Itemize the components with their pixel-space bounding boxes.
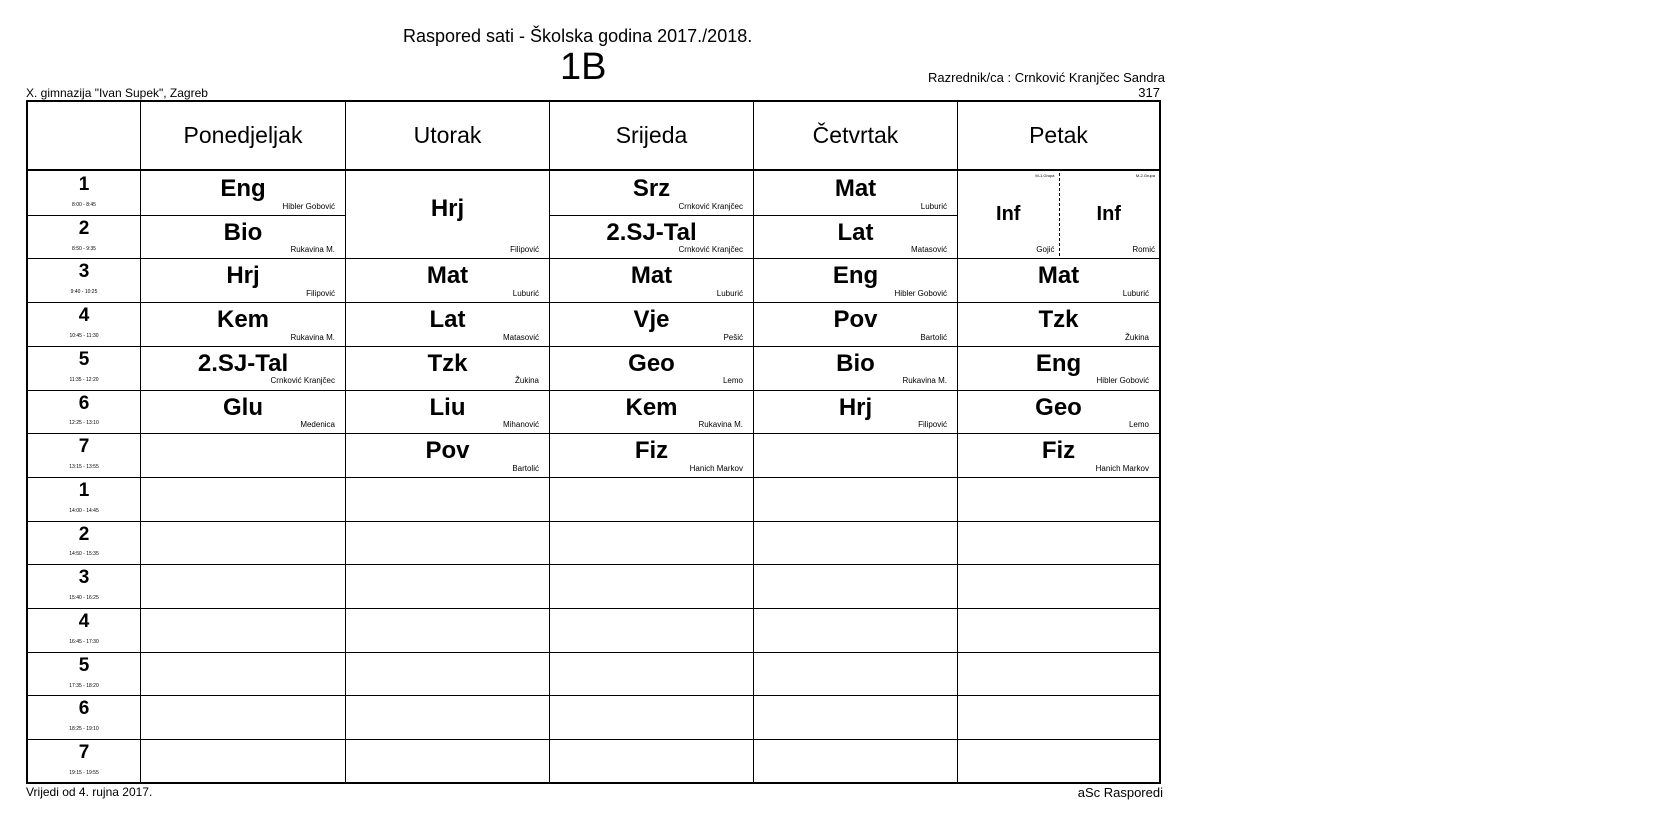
day-header-monday: Ponedjeljak: [183, 122, 303, 148]
row-line: [346, 652, 549, 653]
lesson-teacher: Bartolić: [920, 332, 947, 342]
day-header-wednesday: Srijeda: [615, 122, 688, 148]
lesson-subject: Srz: [632, 175, 671, 202]
row-line: [141, 564, 345, 565]
lesson-teacher: Hanich Markov: [689, 463, 743, 473]
period-time: 15:40 - 16:25: [69, 595, 99, 602]
lesson-teacher: Crnković Kranjčec: [678, 201, 743, 211]
lesson-cell: [754, 346, 957, 390]
timetable-grid: [26, 100, 1161, 784]
lesson-cell: [550, 390, 753, 434]
row-line: [550, 564, 753, 565]
lesson-teacher: Luburić: [512, 289, 539, 299]
period-time: 18:25 - 19:10: [69, 726, 99, 733]
period-number: 3: [78, 261, 90, 283]
row-line: [754, 433, 957, 434]
lesson-subject: Liu: [429, 393, 466, 421]
lesson-teacher: Mihanović: [502, 420, 539, 430]
lesson-cell: [550, 433, 753, 477]
lesson-subject: Fiz: [1041, 437, 1076, 465]
period-time: 19:15 - 19:55: [69, 769, 99, 776]
period-label: [28, 171, 140, 215]
lesson-subject: Pov: [833, 306, 878, 334]
period-label: [28, 652, 140, 696]
lesson-subject: Lat: [837, 218, 874, 246]
row-line: [958, 521, 1159, 522]
row-line: [958, 608, 1159, 609]
lesson-subject: 2.SJ-Tal: [606, 218, 697, 246]
lesson-teacher: Žukina: [1124, 332, 1149, 342]
lesson-cell: [754, 302, 957, 346]
lesson-cell: [754, 215, 957, 259]
lesson-teacher: Gojić: [1036, 245, 1055, 255]
period-number: 2: [78, 523, 90, 545]
lesson-subject: Hrj: [838, 393, 873, 421]
group-label: M-2.Grupa: [1135, 173, 1155, 178]
lesson-cell: [141, 302, 345, 346]
lesson-subject: Tzk: [1038, 306, 1079, 334]
lesson-cell: [141, 390, 345, 434]
row-line: [141, 433, 345, 434]
lesson-cell: [550, 215, 753, 259]
row-line: [754, 608, 957, 609]
row-line: [550, 521, 753, 522]
period-time: 13:15 - 13:55: [69, 464, 99, 471]
row-line: [141, 739, 345, 740]
period-number: 5: [78, 654, 90, 676]
period-time: 11:35 - 12:20: [69, 376, 99, 383]
period-label: [28, 433, 140, 477]
class-name: 1B: [560, 46, 607, 88]
period-label: [28, 258, 140, 302]
lesson-teacher: Medenica: [300, 420, 335, 430]
day-header-friday: Petak: [1029, 122, 1088, 148]
period-time: 14:00 - 14:45: [69, 507, 99, 514]
period-label: [28, 477, 140, 521]
lesson-teacher: Matasović: [910, 245, 947, 255]
lesson-cell: [754, 171, 957, 215]
lesson-cell: [550, 302, 753, 346]
row-line: [550, 695, 753, 696]
day-header-thursday: Četvrtak: [812, 122, 899, 148]
lesson-teacher: Filipović: [510, 245, 539, 255]
lesson-teacher: Rukavina M.: [290, 245, 335, 255]
lesson-teacher: Hanich Markov: [1095, 463, 1149, 473]
school-name: X. gimnazija "Ivan Supek", Zagreb: [26, 86, 208, 100]
lesson-teacher: Matasović: [502, 332, 539, 342]
row-line: [754, 695, 957, 696]
row-line: [754, 564, 957, 565]
period-number: 5: [78, 348, 90, 370]
lesson-subject: Lat: [429, 306, 466, 334]
lesson-cell: [346, 390, 549, 434]
lesson-subject: Mat: [630, 262, 673, 290]
lesson-cell: [346, 171, 549, 258]
lesson-subject: Mat: [834, 175, 877, 202]
lesson-subject: Hrj: [430, 195, 465, 222]
software-credit: aSc Rasporedi: [1077, 785, 1163, 800]
lesson-teacher: Lemo: [1128, 420, 1149, 430]
lesson-subject: Eng: [832, 262, 879, 290]
page-title: Raspored sati - Školska godina 2017./2018.: [403, 26, 753, 46]
lesson-teacher: Luburić: [920, 201, 947, 211]
lesson-cell: [958, 433, 1159, 477]
row-line: [754, 652, 957, 653]
day-header-tuesday: Utorak: [413, 122, 482, 148]
row-line: [346, 564, 549, 565]
period-time: 17:35 - 18:20: [69, 682, 99, 689]
row-line: [141, 521, 345, 522]
group-lesson-right: [1059, 171, 1160, 258]
row-line: [754, 477, 957, 478]
lesson-cell: [550, 258, 753, 302]
period-time: 12:25 - 13:10: [69, 420, 99, 427]
lesson-cell: [141, 346, 345, 390]
row-line: [346, 739, 549, 740]
period-time: 14:50 - 15:35: [69, 551, 99, 558]
lesson-teacher: Bartolić: [512, 463, 539, 473]
lesson-teacher: Filipović: [918, 420, 947, 430]
lesson-teacher: Hibler Gobović: [894, 289, 947, 299]
period-number: 7: [78, 742, 90, 764]
period-time: 10:45 - 11:30: [69, 332, 99, 339]
lesson-cell: [958, 390, 1159, 434]
lesson-cell: [550, 346, 753, 390]
lesson-cell: [346, 302, 549, 346]
lesson-subject: 2.SJ-Tal: [197, 349, 289, 377]
lesson-teacher: Lemo: [722, 376, 743, 386]
lesson-teacher: Rukavina M.: [902, 376, 947, 386]
lesson-cell: [958, 302, 1159, 346]
room-number: 317: [1138, 85, 1160, 100]
period-number: 6: [78, 698, 90, 720]
period-label: [28, 346, 140, 390]
lesson-teacher: Rukavina M.: [290, 332, 335, 342]
row-line: [754, 521, 957, 522]
row-line: [754, 739, 957, 740]
lesson-subject: Kem: [216, 306, 270, 334]
period-number: 4: [78, 611, 90, 632]
period-number: 7: [78, 436, 90, 458]
lesson-subject: Inf: [996, 203, 1021, 225]
lesson-teacher: Crnković Kranjčec: [678, 245, 743, 255]
row-line: [346, 608, 549, 609]
row-line: [550, 477, 753, 478]
lesson-cell: [550, 171, 753, 215]
period-time: 8:00 - 8:45: [72, 201, 96, 208]
period-number: 1: [78, 174, 90, 195]
period-label: [28, 739, 140, 783]
lesson-cell: [346, 258, 549, 302]
period-number: 3: [78, 567, 90, 589]
period-number: 1: [78, 479, 90, 501]
lesson-subject: Glu: [223, 393, 263, 421]
row-line: [346, 477, 549, 478]
lesson-cell: [141, 258, 345, 302]
period-label: [28, 521, 140, 565]
lesson-subject: Bio: [223, 218, 263, 246]
lesson-subject: Vje: [633, 306, 670, 334]
lesson-subject: Tzk: [427, 349, 468, 377]
lesson-subject: Pov: [425, 437, 470, 465]
row-line: [958, 652, 1159, 653]
class-teacher: Razrednik/ca : Crnković Kranjčec Sandra: [928, 70, 1165, 85]
row-line: [346, 521, 549, 522]
lesson-cell: [346, 346, 549, 390]
lesson-cell: [958, 346, 1159, 390]
lesson-teacher: Filipović: [306, 289, 335, 299]
row-line: [550, 652, 753, 653]
period-label: [28, 390, 140, 434]
group-lesson-left: [958, 171, 1059, 258]
lesson-cell: [141, 215, 345, 259]
row-line: [958, 477, 1159, 478]
lesson-cell: [958, 258, 1159, 302]
row-line: [958, 564, 1159, 565]
lesson-subject: Mat: [426, 262, 469, 290]
lesson-cell: [754, 258, 957, 302]
period-label: [28, 608, 140, 652]
lesson-teacher: Hibler Gobović: [1096, 376, 1149, 386]
lesson-teacher: Rukavina M.: [698, 420, 743, 430]
period-time: 9:40 - 10:25: [70, 289, 98, 296]
lesson-teacher: Romić: [1132, 245, 1155, 255]
period-time: 8:50 - 9:35: [72, 245, 96, 252]
period-label: [28, 215, 140, 259]
group-label: M-1.Grupa: [1035, 173, 1055, 178]
lesson-subject: Inf: [1096, 203, 1121, 225]
row-line: [346, 695, 549, 696]
period-label: [28, 695, 140, 739]
lesson-subject: Fiz: [634, 437, 669, 465]
lesson-subject: Geo: [1035, 393, 1082, 421]
lesson-teacher: Žukina: [514, 376, 539, 386]
period-label: [28, 302, 140, 346]
row-line: [550, 739, 753, 740]
lesson-teacher: Luburić: [1122, 289, 1149, 299]
valid-from: Vrijedi od 4. rujna 2017.: [26, 785, 153, 799]
split-lesson-cell: [958, 171, 1159, 258]
row-line: [141, 652, 345, 653]
lesson-subject: Mat: [1037, 262, 1080, 290]
lesson-cell: [141, 171, 345, 215]
row-line: [958, 739, 1159, 740]
lesson-teacher: Luburić: [716, 289, 743, 299]
row-line: [141, 477, 345, 478]
row-line: [550, 608, 753, 609]
lesson-teacher: Hibler Gobović: [282, 201, 335, 211]
lesson-teacher: Crnković Kranjčec: [270, 376, 335, 386]
lesson-cell: [346, 433, 549, 477]
row-line: [958, 695, 1159, 696]
period-number: 4: [78, 305, 90, 327]
row-line: [141, 695, 345, 696]
period-number: 6: [78, 392, 90, 414]
lesson-subject: Hrj: [226, 262, 260, 290]
period-time: 16:45 - 17:30: [69, 638, 99, 645]
lesson-subject: Eng: [1035, 349, 1082, 377]
row-line: [141, 608, 345, 609]
lesson-subject: Geo: [628, 349, 675, 377]
lesson-subject: Eng: [220, 175, 266, 202]
lesson-cell: [754, 390, 957, 434]
lesson-subject: Bio: [836, 349, 875, 377]
period-label: [28, 564, 140, 608]
lesson-teacher: Pešić: [723, 332, 743, 342]
lesson-subject: Kem: [625, 393, 678, 421]
period-number: 2: [78, 217, 90, 239]
